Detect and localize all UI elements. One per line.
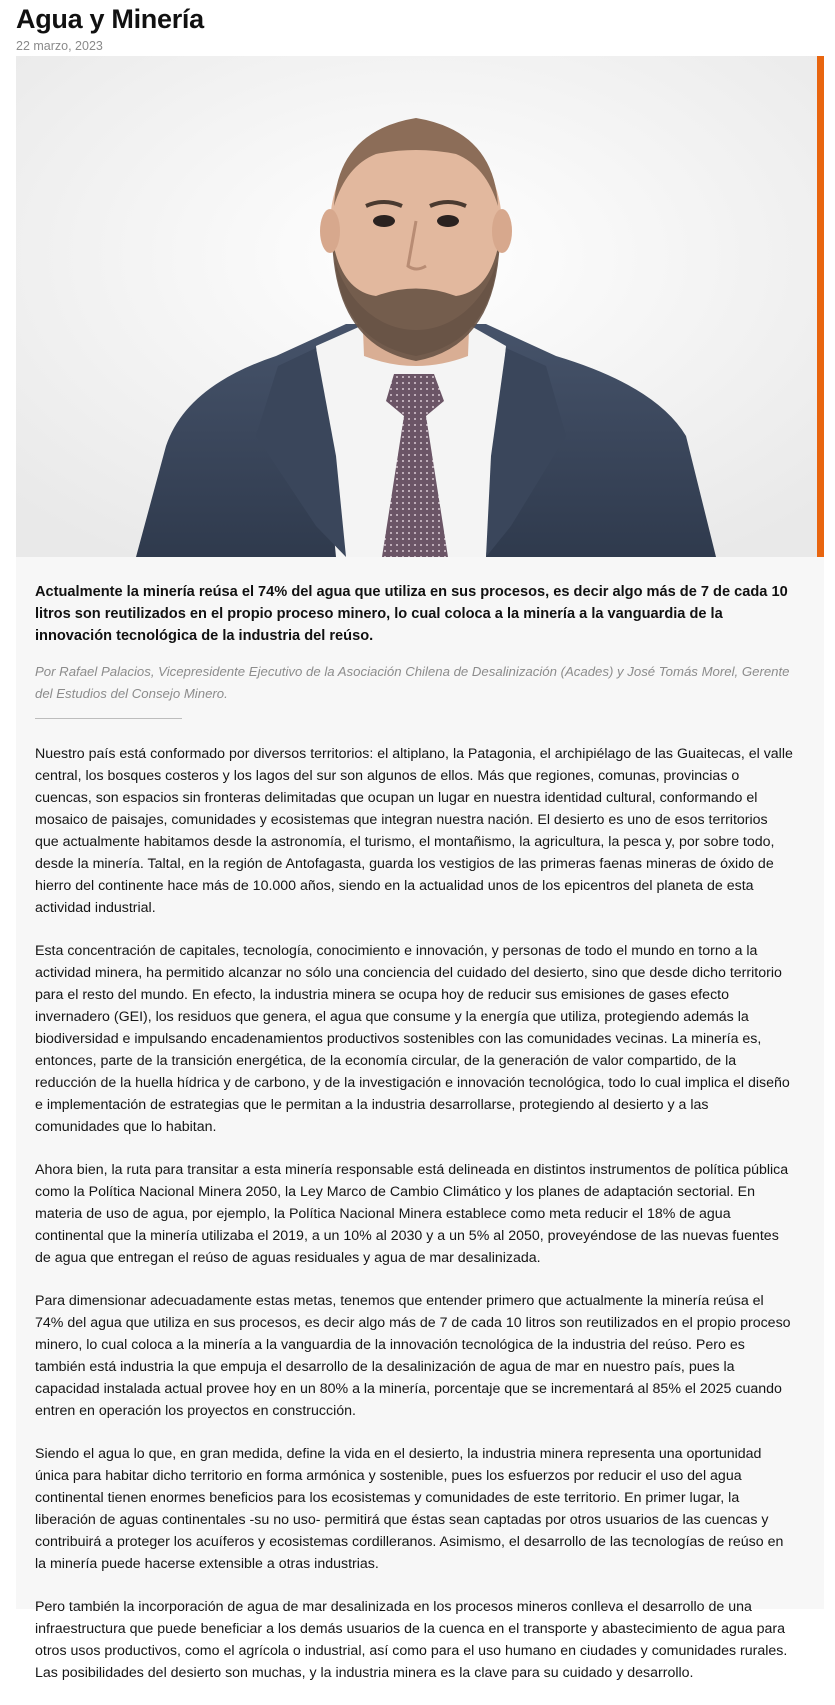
paragraph: Esta concentración de capitales, tecnología, conocimiento e innovación, y personas de todo el mundo en torno a la actividad minera, ha permitido alcanzar no sólo una conciencia del cuidado del desierto, sino que desde dicho territorio para el resto del mundo. En efecto, la industria minera se ocupa hoy de reducir sus emisiones de gases efecto invernadero (GEI), los residuos que genera, el agua que consume y la energía que utiliza, protegiendo además la biodiversidad e impulsando encadenamientos productivos sostenibles con las comunidades vecinas. La minería es, entonces, parte de la transición energética, de la economía circular, de la generación de valor compartido, de la reducción de la huella hídrica y de carbono, y de la investigación e innovación tecnológica, todo lo cual implica el diseño e implementación de estrategias que le permitan a la industria desarrollarse, protegiendo al desierto y a las comunidades que lo habitan.: [35, 943, 790, 1135]
article-byline: Por Rafael Palacios, Vicepresidente Ejecutivo de la Asociación Chilena de Desalinización (Acades) y José Tomás Morel, Gerente del Estudios del Consejo Minero.: [35, 664, 790, 701]
page-title: Agua y Minería: [16, 4, 204, 34]
paragraph: Para dimensionar adecuadamente estas metas, tenemos que entender primero que actualmente la minería reúsa el 74% del agua que utiliza en sus procesos, es decir algo más de 7 de cada 10 litros son reutilizados en el propio proceso minero, lo cual coloca a la minería a la vanguardia de la innovación tecnológica de la industria del reúso. Pero es también está industria la que empuja el desarrollo de la desalinización de agua de mar en nuestro país, pues la capacidad instalada actual provee hoy en un 80% a la minería, porcentaje que se incrementará al 85% el 2025 cuando entren en operación los proyectos en construcción.: [35, 1293, 791, 1419]
paragraph: Siendo el agua lo que, en gran medida, define la vida en el desierto, la industria minera representa una oportunidad única para habitar dicho territorio en forma armónica y sostenible, pues los esfuerzos por reducir el uso del agua continental tienen enormes beneficios para los ecosistemas y comunidades de este territorio. En primer lugar, la liberación de aguas continentales -su no uso- permitirá que éstas sean captadas por otros usuarios de las cuencas y contribuirá a proteger los acuíferos y ecosistemas cordilleranos. Asimismo, el desarrollo de las tecnologías de reúso en la minería puede hacerse extensible a otras industrias.: [35, 1446, 784, 1572]
portrait-photo: [16, 56, 824, 557]
accent-bar: [817, 56, 824, 557]
article-paragraphs: [35, 743, 795, 1705]
paragraph: Ahora bien, la ruta para transitar a esta minería responsable está delineada en distintos instrumentos de política pública como la Política Nacional Minera 2050, la Ley Marco de Cambio Climático y los planes de adaptación sectorial. En materia de uso de agua, por ejemplo, la Política Nacional Minera establece como meta reducir el 18% de agua continental que la minería utilizaba el 2019, a un 10% al 2030 y a un 5% al 2050, proveyéndose de las nuevas fuentes de agua que entregan el reúso de aguas residuales y agua de mar desalinizada.: [35, 1162, 789, 1266]
paragraph: Nuestro país está conformado por diversos territorios: el altiplano, la Patagonia, el archipiélago de las Guaitecas, el valle central, los bosques costeros y los lagos del sur son algunos de ellos. Más que regiones, comunas, provincias o cuencas, son espacios sin fronteras delimitadas que ocupan un lugar en nuestra identidad cultural, conformando el mosaico de paisajes, comunidades y ecosistemas que integran nuestra nación. El desierto es uno de esos territorios que actualmente habitamos desde la astronomía, el turismo, el montañismo, la agricultura, la pesca y, por sobre todo, desde la minería. Taltal, en la región de Antofagasta, guarda los vestigios de las primeras faenas mineras de óxido de hierro del continente hace más de 10.000 años, siendo en la actualidad unos de los epicentros del planeta de esta actividad industrial.: [35, 746, 793, 916]
article-lead: Actualmente la minería reúsa el 74% del agua que utiliza en sus procesos, es decir algo más de 7 de cada 10 litros son reutilizados en el propio proceso minero, lo cual coloca a la minería a la vanguardia de la innovación tecnológica de la industria del reúso.: [35, 584, 788, 644]
publish-date: 22 marzo, 2023: [16, 39, 103, 53]
hero-image: [16, 56, 824, 557]
paragraph: Pero también la incorporación de agua de mar desalinizada en los procesos mineros conlleva el desarrollo de una infraestructura que puede beneficiar a los demás usuarios de la cuenca en el transporte y abastecimiento de agua para otros usos productivos, como el agrícola o industrial, así como para el uso humano en ciudades y comunidades rurales. Las posibilidades del desierto son muchas, y la industria minera es la clave para su cuidado y desarrollo.: [35, 1599, 788, 1681]
divider: [35, 718, 182, 719]
article-body: [16, 557, 824, 1681]
